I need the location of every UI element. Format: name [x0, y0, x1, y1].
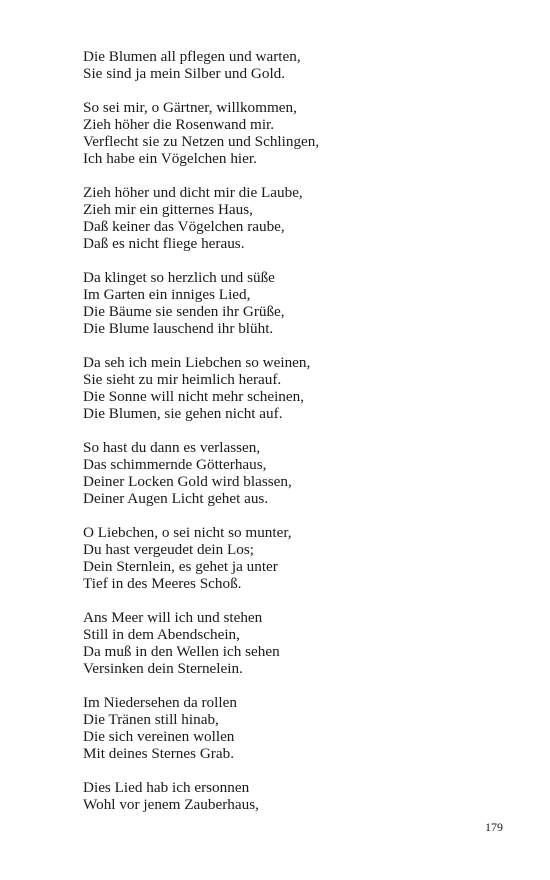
verse-line: Still in dem Abendschein,	[83, 626, 240, 643]
verse-line: Das schimmernde Götterhaus,	[83, 456, 267, 473]
verse-line: Zieh mir ein gitternes Haus,	[83, 201, 253, 218]
stanza	[83, 524, 503, 592]
verse-line: Im Garten ein inniges Lied,	[83, 286, 251, 303]
verse-line: Wohl vor jenem Zauberhaus,	[83, 796, 259, 813]
verse-line: Dies Lied hab ich ersonnen	[83, 779, 250, 796]
stanza	[83, 439, 503, 507]
verse-line: Da seh ich mein Liebchen so weinen,	[83, 354, 311, 371]
verse-line: Da klinget so herzlich und süße	[83, 269, 275, 286]
verse-line: Ich habe ein Vögelchen hier.	[83, 150, 257, 167]
stanza	[83, 609, 503, 677]
verse-line: Sie sind ja mein Silber und Gold.	[83, 65, 286, 82]
page-number: 179	[485, 820, 503, 834]
verse-line: Zieh höher die Rosenwand mir.	[83, 116, 275, 133]
stanza	[83, 184, 503, 252]
verse-line: Die Blumen all pflegen und warten,	[83, 48, 301, 65]
stanza	[83, 779, 503, 813]
verse-line: Die Bäume sie senden ihr Grüße,	[83, 303, 285, 320]
stanza	[83, 99, 503, 167]
verse-line: Versinken dein Sternelein.	[83, 660, 243, 677]
verse-line: Die sich vereinen wollen	[83, 728, 235, 745]
verse-line: Die Sonne will nicht mehr scheinen,	[83, 388, 305, 405]
verse-line: Daß keiner das Vögelchen raube,	[83, 218, 285, 235]
poem-text	[83, 48, 503, 830]
verse-line: Deiner Augen Licht gehet aus.	[83, 490, 269, 507]
verse-line: O Liebchen, o sei nicht so munter,	[83, 524, 292, 541]
verse-line: Mit deines Sternes Grab.	[83, 745, 234, 762]
stanza	[83, 48, 503, 82]
verse-line: Zieh höher und dicht mir die Laube,	[83, 184, 303, 201]
stanza	[83, 269, 503, 337]
verse-line: Ans Meer will ich und stehen	[83, 609, 263, 626]
stanza	[83, 694, 503, 762]
stanza	[83, 354, 503, 422]
verse-line: Die Blumen, sie gehen nicht auf.	[83, 405, 283, 422]
verse-line: Deiner Locken Gold wird blassen,	[83, 473, 292, 490]
verse-line: Verflecht sie zu Netzen und Schlingen,	[83, 133, 320, 150]
verse-line: Die Blume lauschend ihr blüht.	[83, 320, 274, 337]
verse-line: Da muß in den Wellen ich sehen	[83, 643, 280, 660]
verse-line: Im Niedersehen da rollen	[83, 694, 237, 711]
verse-line: Sie sieht zu mir heimlich herauf.	[83, 371, 282, 388]
verse-line: Du hast vergeudet dein Los;	[83, 541, 254, 558]
verse-line: Dein Sternlein, es gehet ja unter	[83, 558, 278, 575]
verse-line: So hast du dann es verlassen,	[83, 439, 261, 456]
verse-line: Daß es nicht fliege heraus.	[83, 235, 245, 252]
verse-line: Die Tränen still hinab,	[83, 711, 219, 728]
verse-line: So sei mir, o Gärtner, willkommen,	[83, 99, 297, 116]
verse-line: Tief in des Meeres Schoß.	[83, 575, 242, 592]
